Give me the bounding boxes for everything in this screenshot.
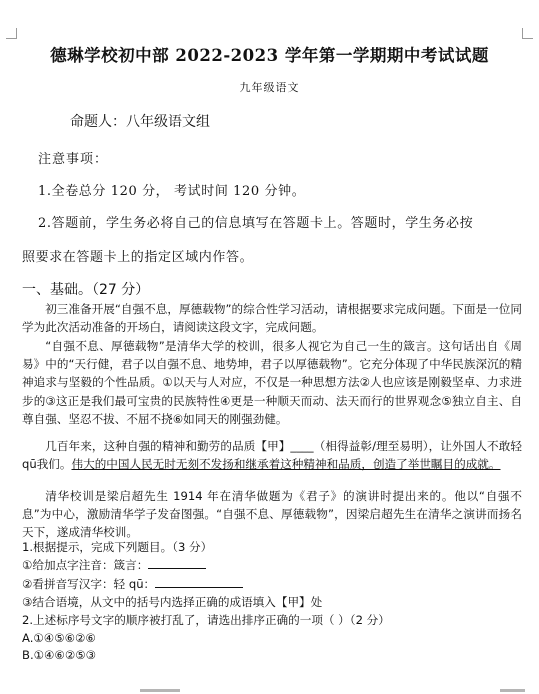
question-1a-label: ①给加点字注音：箴言： [22,558,149,572]
underlined-sentence: 伟大的中国人民无时无刻不发扬和继承着这种精神和品质，创造了举世瞩目的成就。 [71,457,501,472]
question-1a [22,556,206,574]
notice-heading: 注意事项： [38,152,109,167]
answer-blank-1a[interactable] [148,557,206,569]
question-2: 2.上述标序号文字的顺序被打乱了，请选出排序正确的一项（ ）（2 分） [22,613,390,627]
exam-subtitle: 九年级语文 [239,81,300,94]
page-footer-mark-left [140,689,180,692]
page-footer-mark-right [500,689,525,692]
paragraph-motto: “自强不息、厚德载物”是清华大学的校训，很多人视它为自己一生的箴言。这句话出自《周易》中的“天行健，君子以自强不息、地势坤，君子以厚德载物”。它充分体现了中华民族深沉的精神追求与坚毅的个性品质。①以天与人对应，不仅是一种思想方法②人也应该是刚毅坚卓、力求进步的③这正是我们最可宝贵的民族特性④更是一种顺天而动、法天而行的世界观念⑤独立自主、自尊自强、坚忍不拔、不屈不挠⑥如同天的刚强劲健。 [22,339,522,426]
paragraph-spirit [22,437,522,473]
question-1: 1.根据提示，完成下列题目。（3 分） [22,540,213,554]
crop-mark-top-right [522,28,533,39]
section-heading: 一、基础。（27 分） [22,282,150,298]
answer-blank-1b[interactable] [155,576,243,588]
question-1b [22,575,243,593]
notice-rule-2-line-2: 照要求在答题卡上的指定区域内作答。 [22,250,254,265]
paragraph-intro: 初三准备开展“自强不息，厚德载物”的综合性学习活动，请根据要求完成问题。下面是一位同学为此次活动准备的开场白，请阅读这段文字，完成问题。 [22,302,522,335]
paragraph-spirit-text: 几百年来，这种自强的精神和勤劳的品质【甲】____（相得益彰/理至易明），让外国人不敢轻 qū我们。 [22,439,522,472]
exam-author: 命题人：八年级语文组 [70,114,210,130]
exam-title: 德琳学校初中部 2022-2023 学年第一学期期中考试试题 [50,46,489,65]
paragraph-origin: 清华校训是梁启超先生 1914 年在清华做题为《君子》的演讲时提出来的。他以“自强不息”为中心，激励清华学子发奋图强。“自强不息、厚德载物”，因梁启超先生在清华之演讲而扬名天下，遂成清华校训。 [22,489,522,540]
notice-rule-1: 1.全卷总分 120 分， 考试时间 120 分钟。 [38,184,306,199]
option-b: B.①④⑥②⑤③ [22,648,97,662]
crop-mark-top-left [6,28,17,39]
notice-rule-2-line-1: 2.答题前，学生务必将自己的信息填写在答题卡上。答题时，学生务必按 [38,216,474,231]
question-1c: ③结合语境，从文中的括号内选择正确的成语填入【甲】处 [22,595,323,609]
question-1b-label: ②看拼音写汉字：轻 qū： [22,577,156,591]
option-a: A.①④⑤⑥②⑥ [22,631,96,645]
